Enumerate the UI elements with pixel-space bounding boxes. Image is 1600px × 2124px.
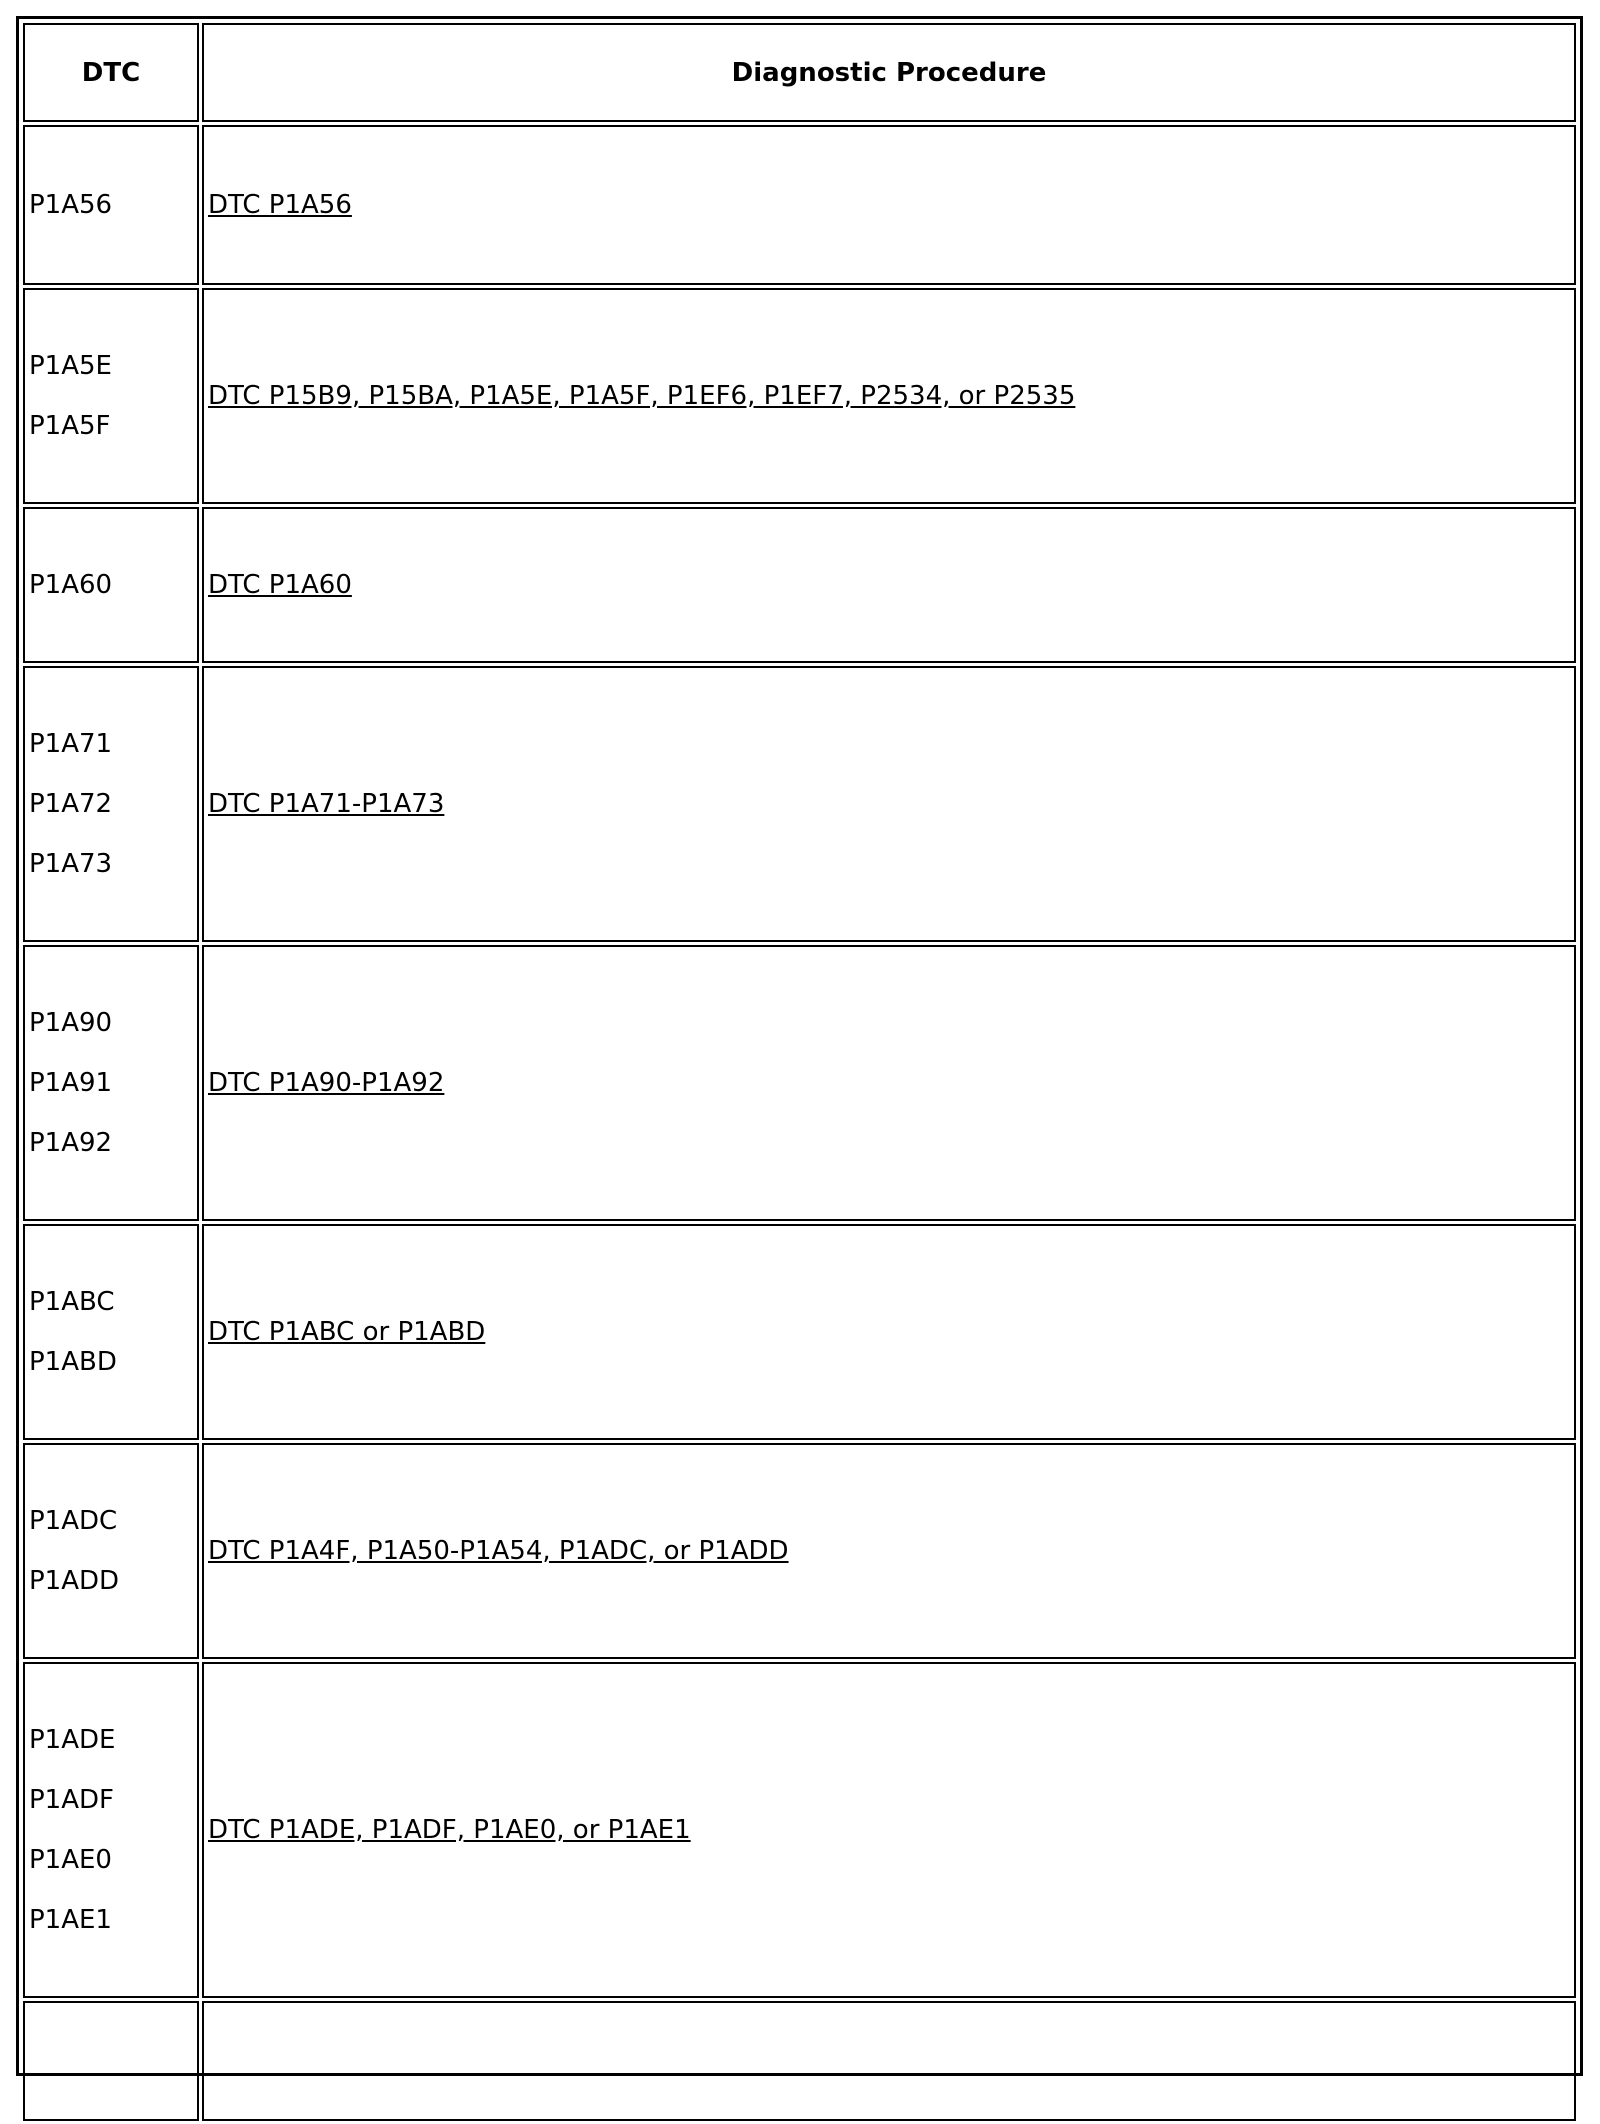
procedure-cell <box>202 1662 1576 1998</box>
dtc-code: P1A5F <box>29 411 111 441</box>
dtc-code: P1A71 <box>29 729 113 759</box>
table-row <box>23 945 1576 1221</box>
dtc-code: P1A5E <box>29 351 112 381</box>
dtc-code: P1ADF <box>29 1785 114 1815</box>
dtc-codes-cell <box>23 945 199 1221</box>
dtc-code: P1ADE <box>29 1725 116 1755</box>
procedure-cell <box>202 666 1576 942</box>
procedure-link[interactable]: DTC P1ABC or P1ABD <box>208 1317 486 1347</box>
dtc-code: P1ADD <box>29 1566 120 1596</box>
dtc-code: P1A60 <box>29 570 113 600</box>
procedure-link[interactable]: DTC P1A90-P1A92 <box>208 1068 445 1098</box>
procedure-link[interactable]: DTC P1ADE, P1ADF, P1AE0, or P1AE1 <box>208 1815 691 1845</box>
dtc-table <box>20 20 1579 2124</box>
dtc-code: P1AE1 <box>29 1905 112 1935</box>
dtc-code: P1ADC <box>29 1506 118 1536</box>
table-row <box>23 507 1576 663</box>
procedure-link[interactable]: DTC P1A60 <box>208 570 352 600</box>
header-row <box>23 23 1576 122</box>
dtc-codes-cell <box>23 288 199 504</box>
dtc-code: P1ABC <box>29 1287 115 1317</box>
dtc-codes-cell <box>23 666 199 942</box>
table-row <box>23 2001 1576 2121</box>
table-row <box>23 1443 1576 1659</box>
dtc-codes-cell <box>23 1443 199 1659</box>
procedure-cell <box>202 288 1576 504</box>
dtc-code: P1A92 <box>29 1128 113 1158</box>
table-row <box>23 666 1576 942</box>
table-row <box>23 1224 1576 1440</box>
procedure-link[interactable]: DTC P1A56 <box>208 190 352 220</box>
dtc-code: P1ABD <box>29 1347 117 1377</box>
dtc-codes-cell <box>23 2001 199 2121</box>
procedure-column-header: Diagnostic Procedure <box>202 23 1576 122</box>
table-row <box>23 288 1576 504</box>
procedure-cell <box>202 1224 1576 1440</box>
dtc-column-header: DTC <box>23 23 199 122</box>
table-row <box>23 125 1576 285</box>
procedure-cell <box>202 945 1576 1221</box>
procedure-cell <box>202 1443 1576 1659</box>
procedure-link[interactable]: DTC P15B9, P15BA, P1A5E, P1A5F, P1EF6, P1EF7, P2534, or P2535 <box>208 381 1076 411</box>
table-row <box>23 1662 1576 1998</box>
procedure-cell <box>202 507 1576 663</box>
dtc-code: P1A72 <box>29 789 113 819</box>
dtc-codes-cell <box>23 507 199 663</box>
procedure-link[interactable]: DTC P1A71-P1A73 <box>208 789 445 819</box>
procedure-link[interactable]: DTC P1A4F, P1A50-P1A54, P1ADC, or P1ADD <box>208 1536 789 1566</box>
dtc-codes-cell <box>23 1662 199 1998</box>
dtc-code: P1A91 <box>29 1068 113 1098</box>
dtc-code: P1A56 <box>29 190 113 220</box>
procedure-cell <box>202 125 1576 285</box>
dtc-codes-cell <box>23 1224 199 1440</box>
procedure-cell <box>202 2001 1576 2121</box>
dtc-code: P1AE0 <box>29 1845 112 1875</box>
dtc-codes-cell <box>23 125 199 285</box>
dtc-code: P1A73 <box>29 849 113 879</box>
dtc-code: P1A90 <box>29 1008 113 1038</box>
